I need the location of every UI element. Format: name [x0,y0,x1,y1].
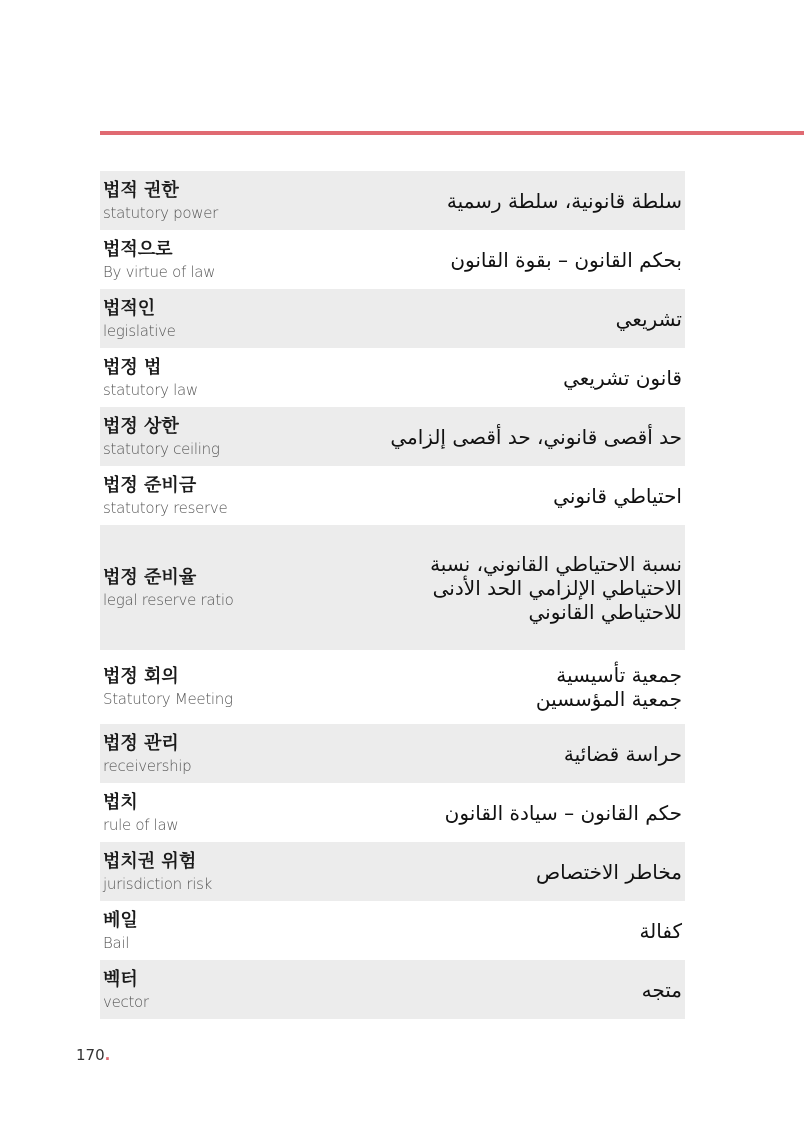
term-arabic-line: حراسة قضائية [563,741,682,766]
term-arabic [447,189,682,213]
term-english: legal reserve ratio [103,590,234,609]
term-arabic-line: كفالة [639,918,682,943]
glossary-entry [100,466,685,525]
glossary-entry [100,960,685,1019]
term-arabic [563,366,682,390]
term-arabic-line: نسبة الاحتياطي القانوني، نسبة [430,551,682,576]
glossary-entry [100,901,685,960]
term-english: Bail [103,933,130,952]
glossary-entry [100,407,685,466]
term-korean-english [103,238,215,282]
term-english: legislative [103,321,176,340]
term-korean-english [103,179,218,223]
term-korean-english [103,732,191,776]
term-arabic [390,425,682,449]
term-korean-english [103,566,234,610]
term-arabic-line: مخاطر الاختصاص [535,859,682,884]
glossary-entry [100,289,685,348]
term-arabic-line: قانون تشريعي [563,365,682,390]
term-arabic [642,978,682,1002]
term-korean: 법치 [103,791,138,813]
term-korean: 법적으로 [103,238,173,260]
glossary-entry [100,230,685,289]
page-number-dot: . [104,1046,111,1064]
term-english: statutory power [103,203,219,222]
term-korean-english [103,968,149,1012]
term-korean: 법적인 [103,297,156,319]
term-arabic [536,860,682,884]
term-arabic-line: تشريعي [615,306,682,331]
glossary-entry [100,783,685,842]
glossary-entry [100,171,685,230]
glossary-entry [100,525,685,650]
term-korean: 법정 상한 [103,415,179,437]
term-korean-english [103,665,233,709]
term-arabic [553,484,682,508]
term-korean: 법정 준비율 [103,566,197,588]
term-english: statutory ceiling [103,439,220,458]
term-arabic [450,248,682,272]
term-english: Statutory Meeting [103,690,233,708]
term-arabic-line: جمعية المؤسسين [535,687,682,711]
term-korean-english [103,415,220,459]
term-korean: 법치권 위험 [103,850,197,872]
term-english: By virtue of law [103,262,216,281]
term-arabic [639,919,682,943]
term-korean-english [103,474,227,518]
term-arabic [430,552,682,624]
term-korean-english [103,297,176,341]
term-arabic-line: الاحتياطي الإلزامي الحد الأدنى [432,575,682,600]
term-korean: 법정 관리 [103,732,179,754]
term-arabic-line: سلطة قانونية، سلطة رسمية [446,188,682,213]
term-english: receivership [103,756,192,775]
term-korean-english [103,791,178,835]
term-arabic-line: متجه [641,977,682,1002]
term-korean: 법정 법 [103,356,162,378]
term-korean: 법적 권한 [103,179,179,201]
header-rule [100,131,804,135]
term-english: jurisdiction risk [103,874,212,893]
term-korean-english [103,850,212,894]
term-english: statutory reserve [103,498,228,517]
term-arabic [536,663,682,711]
term-arabic-line: بحكم القانون – بقوة القانون [450,247,682,272]
term-arabic [564,742,682,766]
term-english: rule of law [103,815,179,834]
term-arabic-line: للاحتياطي القانوني [528,599,682,624]
term-arabic-line: احتياطي قانوني [553,483,682,508]
term-english: statutory law [103,380,198,399]
glossary-entry [100,650,685,724]
term-arabic [445,801,682,825]
term-arabic [616,307,682,331]
term-arabic-line: جمعية تأسيسية [556,663,682,687]
term-korean: 법정 준비금 [103,474,197,496]
term-korean-english [103,356,198,400]
term-arabic-line: حكم القانون – سيادة القانون [444,800,682,825]
term-arabic-line: حد أقصى قانوني، حد أقصى إلزامي [390,424,682,449]
term-korean: 벡터 [103,968,138,990]
term-english: vector [103,992,149,1011]
term-korean: 베일 [103,909,138,931]
page-number: 170. [76,1046,111,1064]
glossary-entry [100,348,685,407]
term-korean: 법정 회의 [103,666,179,687]
glossary-entry [100,724,685,783]
glossary-entry [100,842,685,901]
term-korean-english [103,909,138,953]
glossary-list [100,171,685,1019]
